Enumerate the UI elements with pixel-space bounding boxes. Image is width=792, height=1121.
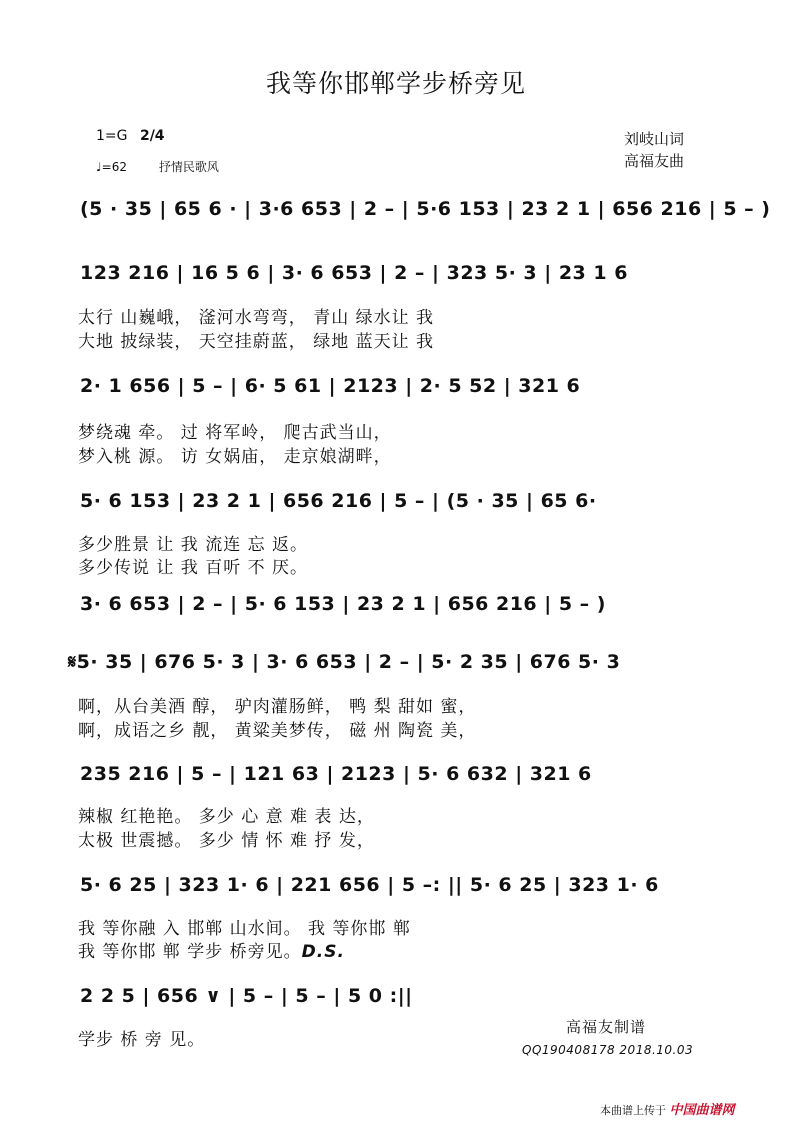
score-line-8: 5· 6 25 | 323 1· 6 | 221 656 | 5 –: || 5· 6 25 | 323 1· 6: [80, 874, 659, 896]
lyric-line-8a: 我 等你融 入 邯郸 山水间。 我 等你邯 郸: [78, 919, 411, 939]
lyric-line-6a: 啊，从台美酒 醇， 驴肉灌肠鲜， 鸭 梨 甜如 蜜，: [78, 697, 477, 717]
credits: [624, 128, 684, 172]
score-line-1: (5 · 35 | 65 6 · | 3·6 653 | 2 – | 5·6 153 | 23 2 1 | 656 216 | 5 – ): [80, 198, 771, 220]
footer-brand: 中国曲谱网: [669, 1103, 735, 1118]
lyric-line-2b: 大地 披绿装， 天空挂蔚蓝， 绿地 蓝天让 我: [78, 332, 435, 352]
page-title: 我等你邯郸学步桥旁见: [265, 69, 526, 98]
score-line-2: 123 216 | 16 5 6 | 3· 6 653 | 2 – | 323 5· 3 | 23 1 6: [80, 262, 628, 284]
lyric-line-7a: 辣椒 红艳艳。 多少 心 意 难 表 达，: [78, 807, 375, 827]
lyric-line-9: 学步 桥 旁 见。: [78, 1030, 206, 1050]
tempo-mark: ♩=62: [96, 160, 127, 174]
score-line-5: 3· 6 653 | 2 – | 5· 6 153 | 23 2 1 | 656 216 | 5 – ): [80, 593, 606, 615]
lyricist: 刘岐山词: [624, 130, 685, 148]
composer: 高福友曲: [624, 152, 685, 170]
score-line-3: 2· 1 656 | 5 – | 6· 5 61 | 2123 | 2· 5 52 | 321 6: [80, 375, 581, 397]
lyric-line-3b: 梦入桃 源。 访 女娲庙， 走京娘湖畔，: [78, 447, 392, 467]
style-label: 抒情民歌风: [158, 160, 219, 174]
lyric-line-8b: [78, 937, 345, 962]
lyric-line-4a: 多少胜景 让 我 流连 忘 返。: [78, 535, 309, 555]
qq-date: QQ190408178 2018.10.03: [522, 1043, 694, 1057]
score-line-4: 5· 6 153 | 23 2 1 | 656 216 | 5 – | (5 · 35 | 65 6·: [80, 490, 597, 512]
tempo-style: [96, 158, 219, 175]
score-line-7: 235 216 | 5 – | 121 63 | 2123 | 5· 6 632 | 321 6: [80, 763, 592, 785]
key-label: 1=G: [96, 128, 128, 144]
lyric-line-8b-text: 我 等你邯 郸 学步 桥旁见。: [78, 942, 302, 962]
lyric-line-3a: 梦绕魂 牵。 过 将军岭， 爬古武当山，: [78, 423, 392, 443]
lyric-line-2a: 太行 山巍峨， 滏河水弯弯， 青山 绿水让 我: [78, 308, 435, 328]
key-signature: [96, 128, 165, 144]
footer: [600, 1099, 735, 1118]
footer-text: 本曲谱上传于: [600, 1104, 666, 1117]
score-line-9: 2 2 5 | 656 ∨ | 5 – | 5 – | 5 0 :||: [80, 985, 413, 1007]
lyric-line-7b: 太极 世震撼。 多少 情 怀 难 抒 发，: [78, 831, 375, 851]
ds-mark: D.S.: [301, 942, 345, 962]
score-line-6: 𝄋5· 35 | 676 5· 3 | 3· 6 653 | 2 – | 5· 2 35 | 676 5· 3: [68, 651, 621, 673]
lyric-line-6b: 啊，成语之乡 靓， 黄粱美梦传， 磁 州 陶瓷 美，: [78, 721, 477, 741]
lyric-line-4b: 多少传说 让 我 百听 不 厌。: [78, 558, 309, 578]
arranger: 高福友制谱: [566, 1018, 647, 1036]
time-signature: 2/4: [139, 128, 165, 144]
